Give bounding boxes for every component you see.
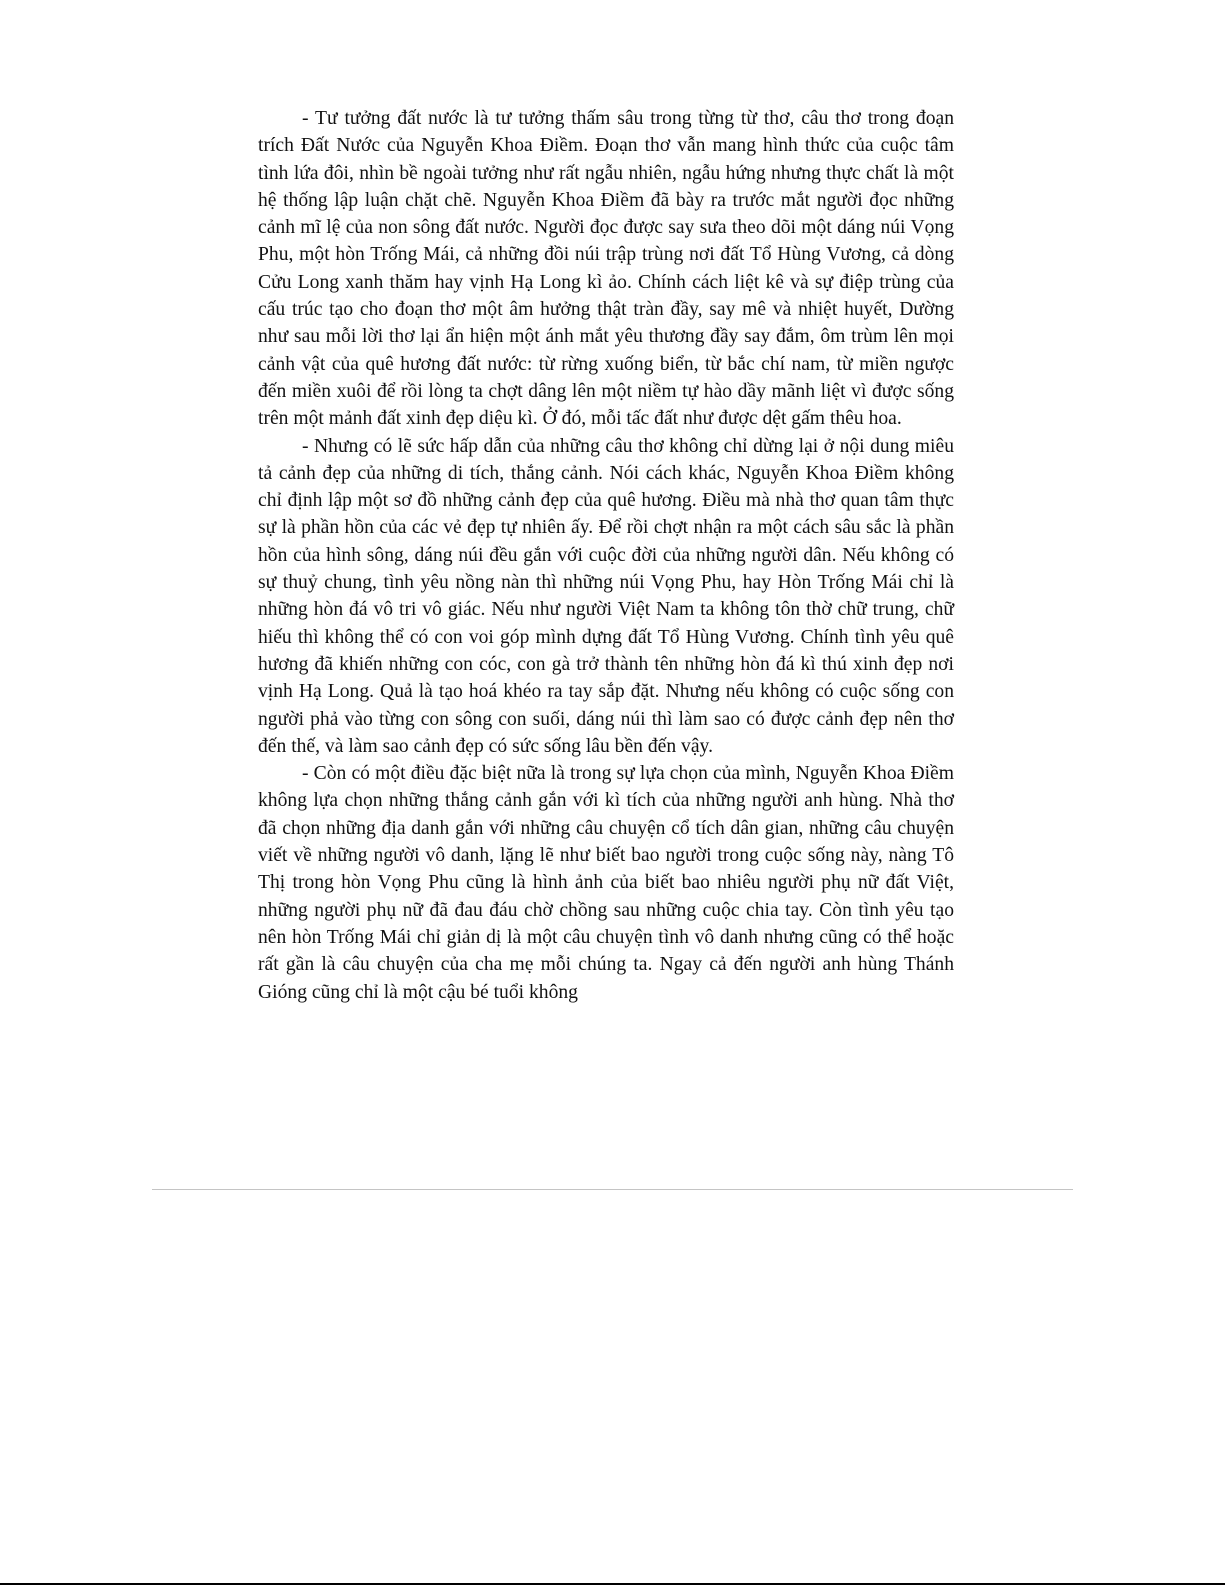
paragraph-2: - Nhưng có lẽ sức hấp dẫn của những câu thơ không chỉ dừng lại ở nội dung miêu tả cảnh đẹp của những di tích, thắng cảnh. Nói cách khác, Nguyễn Khoa Điềm không chỉ định lập một sơ đồ những cảnh đẹp của quê hương. Điều mà nhà thơ quan tâm thực sự là phần hồn của các vẻ đẹp tự nhiên ấy. Để rồi chợt nhận ra một cách sâu sắc là phần hồn của hình sông, dáng núi đều gắn với cuộc đời của những người dân. Nếu không có sự thuỷ chung, tình yêu nồng nàn thì những núi Vọng Phu, hay Hòn Trống Mái chỉ là những hòn đá vô tri vô giác. Nếu như người Việt Nam ta không tôn thờ chữ trung, chữ hiếu thì không thể có con voi góp mình dựng đất Tổ Hùng Vương. Chính tình yêu quê hương đã khiến những con cóc, con gà trở thành tên những hòn đá kì thú xinh đẹp nơi vịnh Hạ Long. Quả là tạo hoá khéo ra tay sắp đặt. Nhưng nếu không có cuộc sống con người phả vào từng con sông con suối, dáng núi thì làm sao có được cảnh đẹp nên thơ đến thế, và làm sao cảnh đẹp có sức sống lâu bền đến vậy. xyxy=(258,435,954,757)
page-break-divider xyxy=(152,1189,1073,1190)
paragraph-3: - Còn có một điều đặc biệt nữa là trong sự lựa chọn của mình, Nguyễn Khoa Điềm không lựa chọn những thắng cảnh gắn với kì tích của những người anh hùng. Nhà thơ đã chọn những địa danh gắn với những câu chuyện cổ tích dân gian, những câu chuyện viết về những người vô danh, lặng lẽ như biết bao người trong cuộc sống này, nàng Tô Thị trong hòn Vọng Phu cũng là hình ảnh của biết bao nhiêu người phụ nữ đất Việt, những người phụ nữ đã đau đáu chờ chồng sau những cuộc chia tay. Còn tình yêu tạo nên hòn Trống Mái chỉ giản dị là một câu chuyện tình vô danh nhưng cũng có thể hoặc rất gần là câu chuyện của cha mẹ mỗi chúng ta. Ngay cả đến người anh hùng Thánh Gióng cũng chỉ là một cậu bé tuổi không xyxy=(258,763,954,1003)
document-body xyxy=(258,105,954,1006)
paragraph-1: - Tư tưởng đất nước là tư tưởng thấm sâu trong từng từ thơ, câu thơ trong đoạn trích Đất Nước của Nguyễn Khoa Điềm. Đoạn thơ vẫn mang hình thức của cuộc tâm tình lứa đôi, nhìn bề ngoài tưởng như rất ngẫu nhiên, ngẫu hứng nhưng thực chất là một hệ thống lập luận chặt chẽ. Nguyễn Khoa Điềm đã bày ra trước mắt người đọc những cảnh mĩ lệ của non sông đất nước. Người đọc được say sưa theo dõi một dáng núi Vọng Phu, một hòn Trống Mái, cả những đồi núi trập trùng nơi đất Tổ Hùng Vương, cả dòng Cửu Long xanh thăm hay vịnh Hạ Long kì ảo. Chính cách liệt kê và sự điệp trùng của cấu trúc tạo cho đoạn thơ một âm hưởng thật tràn đầy, say mê và nhiệt huyết, Dường như sau mỗi lời thơ lại ẩn hiện một ánh mắt yêu thương đầy say đắm, ôm trùm lên mọi cảnh vật của quê hương đất nước: từ rừng xuống biển, từ bắc chí nam, từ miền ngược đến miền xuôi để rồi lòng ta chợt dâng lên một niềm tự hào dầy mãnh liệt vì được sống trên một mảnh đất xinh đẹp diệu kì. Ở đó, mỗi tấc đất như được dệt gấm thêu hoa. xyxy=(258,108,954,430)
